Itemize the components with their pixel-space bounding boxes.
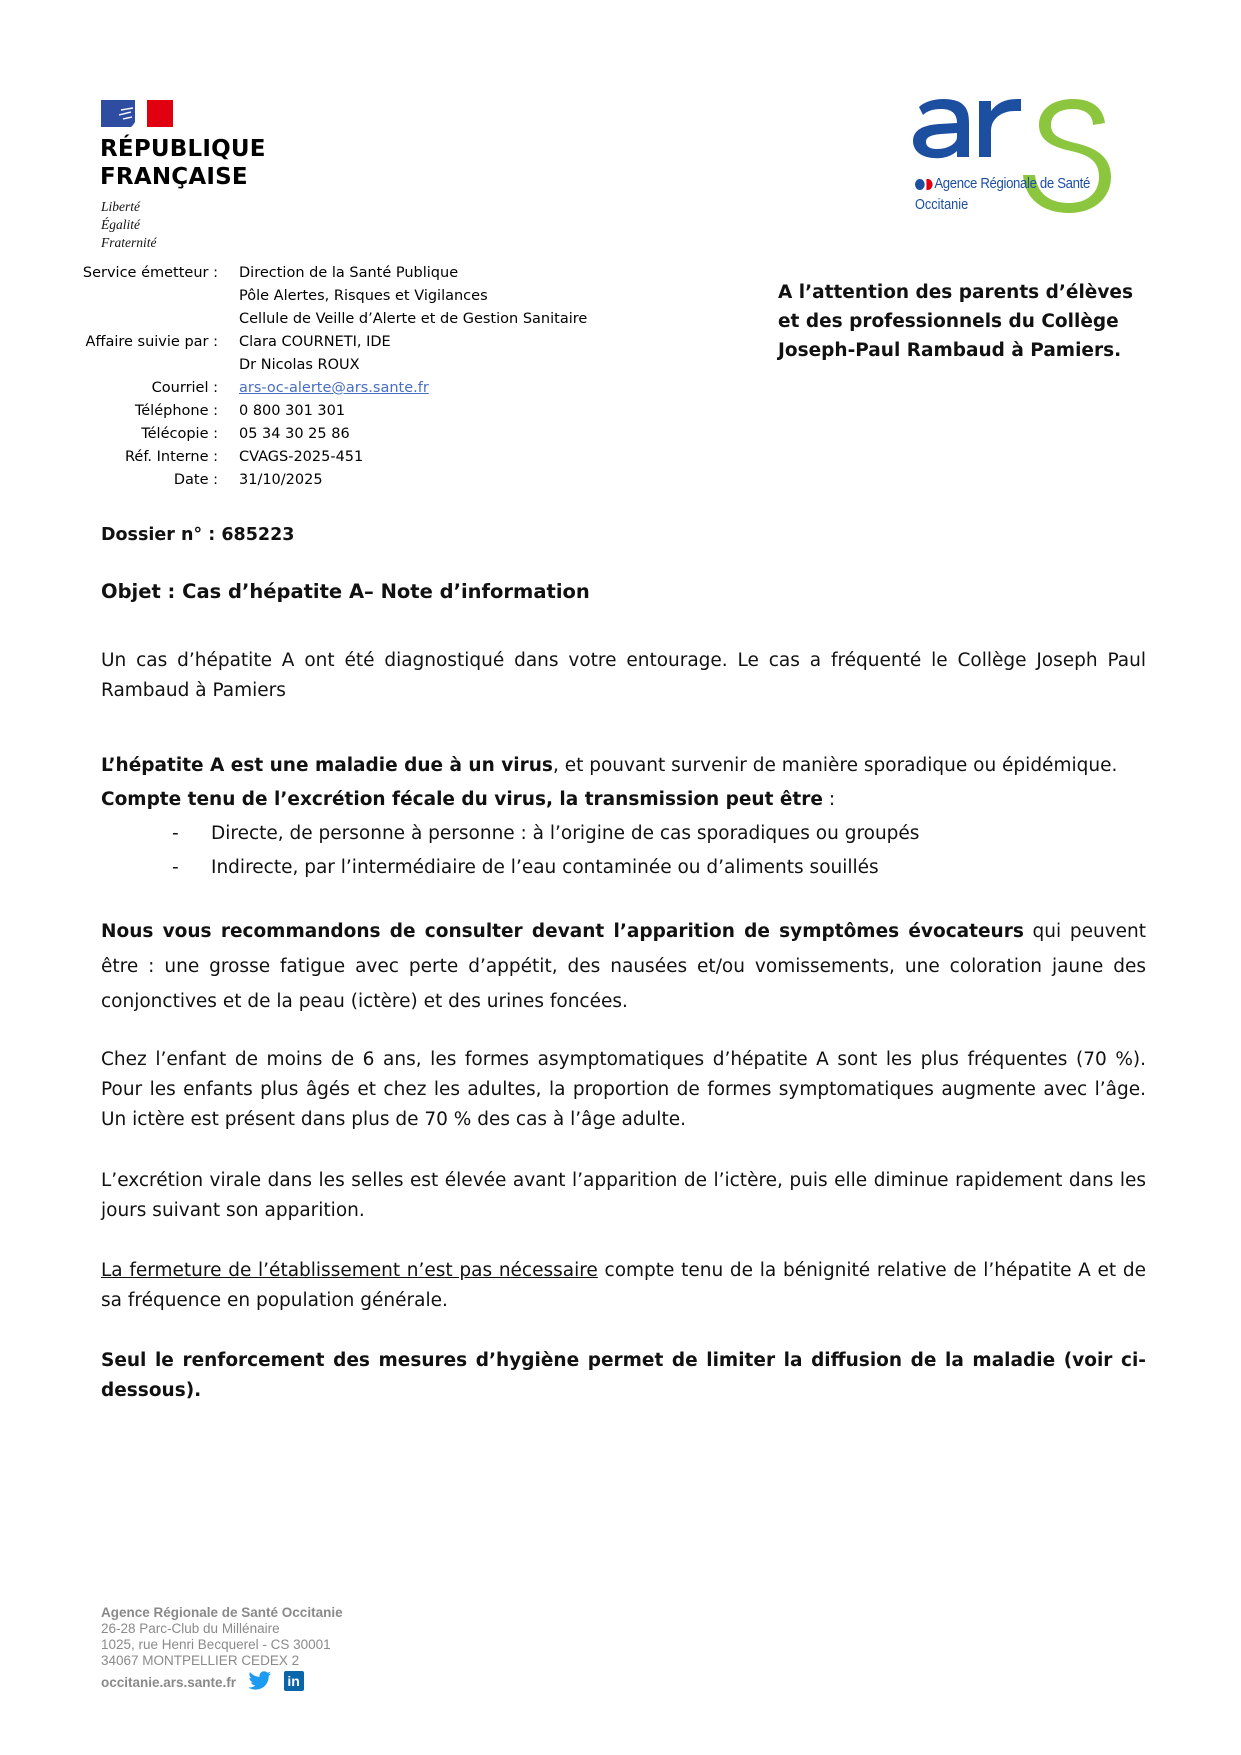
info-value: 05 34 30 25 86 xyxy=(239,426,350,442)
footer-agency-name: Agence Régionale de Santé Occitanie xyxy=(101,1605,343,1620)
paragraph-symptoms xyxy=(101,914,1146,1019)
info-value: Pôle Alertes, Risques et Vigilances xyxy=(239,288,488,304)
info-label: Téléphone : xyxy=(134,403,218,419)
bullet-marker: - xyxy=(172,823,179,844)
symptoms-rest: qui peuvent être : une grosse fatigue avec perte d’appétit, des nausées et/ou vomissements, une coloration jaune des conjonctives et de la peau (ictère) et des urines foncées. xyxy=(101,921,1147,1012)
info-label: Date : xyxy=(173,472,218,488)
info-label: Télécopie : xyxy=(141,426,218,442)
paragraph-closure xyxy=(101,1256,1146,1316)
dossier-number: Dossier n° : 685223 xyxy=(101,525,295,545)
footer-website-link[interactable]: occitanie.ars.sante.fr xyxy=(101,1675,237,1690)
rf-line2: FRANÇAISE xyxy=(100,164,248,190)
motto-liberte: Liberté xyxy=(101,199,140,214)
motto-egalite: Égalité xyxy=(101,217,140,232)
info-label: Affaire suivie par : xyxy=(85,334,218,350)
republique-motto xyxy=(101,198,157,252)
paragraph-children: Chez l’enfant de moins de 6 ans, les formes asymptomatiques d’hépatite A sont les plus fréquentes (70 %). Pour les enfants plus âgés et chez les adultes, la proportion de formes symptomatiques augmente avec l’âge. Un ictère est présent dans plus de 70 % des cas à l’âge adulte. xyxy=(101,1049,1146,1130)
subject-line: Objet : Cas d’hépatite A– Note d’information xyxy=(101,580,590,603)
bullet-marker: - xyxy=(172,857,179,878)
closure-rest: compte tenu de la bénignité relative de l’hépatite A et de sa fréquence en population générale. xyxy=(101,1260,1147,1311)
info-value: Cellule de Veille d’Alerte et de Gestion Sanitaire xyxy=(239,311,588,327)
virus-bold: L’hépatite A est une maladie due à un virus xyxy=(101,755,553,776)
transmission-bold: Compte tenu de l’excrétion fécale du virus, la transmission peut être xyxy=(101,789,823,810)
ars-region-name: Occitanie xyxy=(915,197,969,213)
republique-francaise-title xyxy=(100,135,266,191)
paragraph-transmission xyxy=(101,785,1146,815)
footer-address-line: 34067 MONTPELLIER CEDEX 2 xyxy=(101,1653,300,1668)
ars-agency-text: Agence Régionale de Santé xyxy=(934,175,1090,192)
red-half-dot-icon xyxy=(926,179,932,190)
footer-address-line: 26-28 Parc-Club du Millénaire xyxy=(101,1621,280,1636)
ars-letters-icon xyxy=(905,95,1145,240)
paragraph-virus xyxy=(101,751,1146,781)
blue-dot-icon xyxy=(915,179,925,190)
bullet-item: Directe, de personne à personne : à l’origine de cas sporadiques ou groupés xyxy=(211,823,920,844)
virus-rest: , et pouvant survenir de manière sporadique ou épidémique. xyxy=(552,755,1118,776)
info-label: Courriel : xyxy=(151,380,218,396)
footer-address-line: 1025, rue Henri Becquerel - CS 30001 xyxy=(101,1637,331,1652)
symptoms-bold: Nous vous recommandons de consulter devant l’apparition de symptômes évocateurs xyxy=(101,921,1024,942)
info-value: 0 800 301 301 xyxy=(239,403,346,419)
info-label: Service émetteur : xyxy=(82,265,218,281)
transmission-rest: : xyxy=(822,789,836,810)
ars-agency-name xyxy=(915,175,1090,192)
closure-underlined: La fermeture de l’établissement n’est pas nécessaire xyxy=(101,1260,598,1281)
info-value: CVAGS-2025-451 xyxy=(239,449,364,465)
info-value: Clara COURNETI, IDE xyxy=(239,334,391,350)
recipient-block xyxy=(778,278,1158,365)
marianne-logo-icon xyxy=(101,100,173,127)
twitter-icon[interactable] xyxy=(248,1671,272,1691)
info-value: Direction de la Santé Publique xyxy=(239,265,459,281)
paragraph-intro: Un cas d’hépatite A ont été diagnostiqué dans votre entourage. Le cas a fréquenté le Collège Joseph Paul Rambaud à Pamiers xyxy=(101,650,1146,701)
footer xyxy=(101,1605,343,1691)
info-label: Réf. Interne : xyxy=(125,449,218,465)
paragraph-excretion: L’excrétion virale dans les selles est élevée avant l’apparition de l’ictère, puis elle diminue rapidement dans les jours suivant son apparition. xyxy=(101,1170,1146,1221)
bullet-item: Indirecte, par l’intermédiaire de l’eau contaminée ou d’aliments souillés xyxy=(211,857,879,878)
recipient-line: Joseph-Paul Rambaud à Pamiers. xyxy=(778,340,1122,361)
recipient-line: et des professionnels du Collège xyxy=(778,311,1119,332)
email-link[interactable]: ars-oc-alerte@ars.sante.fr xyxy=(239,380,429,396)
rf-line1: RÉPUBLIQUE xyxy=(100,136,266,162)
paragraph-hygiene: Seul le renforcement des mesures d’hygiène permet de limiter la diffusion de la maladie (voir ci-dessous). xyxy=(101,1350,1146,1401)
motto-fraternite: Fraternité xyxy=(101,235,157,250)
info-value: 31/10/2025 xyxy=(239,472,323,488)
recipient-line: A l’attention des parents d’élèves xyxy=(778,282,1133,303)
ars-logo xyxy=(905,95,1145,240)
info-value: Dr Nicolas ROUX xyxy=(239,357,360,373)
linkedin-icon[interactable]: in xyxy=(284,1671,304,1691)
